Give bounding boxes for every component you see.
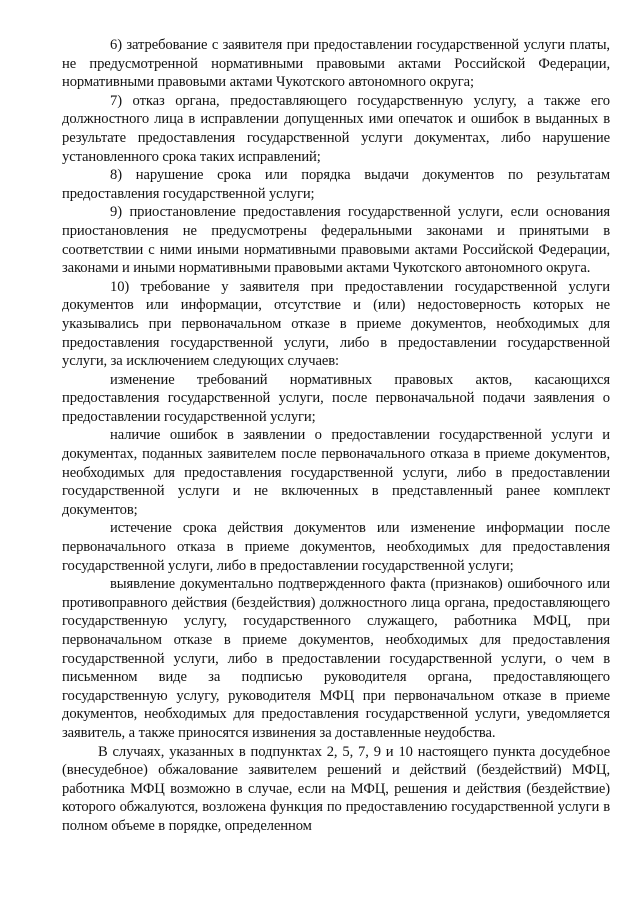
paragraph-exception-errors: наличие ошибок в заявлении о предоставлении государственной услуги и документах, поданных заявителем после первоначального отказа в приеме документов, необходимых для предоставления государственной услуги, либо в предоставлении государственной услуги и не включенных в представленный ранее комплект документов; [62,427,610,518]
paragraph-item-8: 8) нарушение срока или порядка выдачи документов по результатам предоставления государственной услуги; [62,167,610,202]
paragraph-exception-misconduct: выявление документально подтвержденного факта (признаков) ошибочного или противоправного действия (бездействия) должностного лица органа, предоставляющего государственную услугу, государственного служащего, работника МФЦ, при первоначальном отказе в приеме документов, необходимых для предоставления государственной услуги, либо в предоставлении государственной услуги, о чем в письменном виде за подписью руководителя органа, предоставляющего государственную услугу, руководителя МФЦ при первоначальном отказе в приеме документов, необходимых для предоставления государственной услуги, уведомляется заявитель, а также приносятся извинения за доставленные неудобства. [62,576,610,741]
paragraph-exception-expiry: истечение срока действия документов или изменение информации после первоначального отказа в приеме документов, необходимых для предоставления государственной услуги, либо в предоставлении государственной услуги; [62,520,610,574]
paragraph-appeal-cases: В случаях, указанных в подпунктах 2, 5, 7, 9 и 10 настоящего пункта досудебное (внесудебное) обжалование заявителем решений и действий (бездействий) МФЦ, работника МФЦ возможно в случае, если на МФЦ, решения и действия (бездействие) которого обжалуются, возложена функция по предоставлению государственной услуги в полном объеме в порядке, определенном [62,743,610,834]
paragraph-exception-regulations: изменение требований нормативных правовых актов, касающихся предоставления государственной услуги, после первоначальной подачи заявления о предоставлении государственной услуги; [62,371,610,425]
paragraph-item-9: 9) приостановление предоставления государственной услуги, если основания приостановления не предусмотрены федеральными законами и принятыми в соответствии с ними иными нормативными правовыми актами Российской Федерации, законами и иными нормативными правовыми актами Чукотского автономного округа. [62,204,610,277]
paragraph-item-7: 7) отказ органа, предоставляющего государственную услугу, а также его должностного лица в исправлении допущенных ими опечаток и ошибок в выданных в результате предоставления государственной услуги документах, либо нарушение установленного срока таких исправлений; [62,92,610,165]
paragraph-item-10: 10) требование у заявителя при предоставлении государственной услуги документов или информации, отсутствие и (или) недостоверность которых не указывались при первоначальном отказе в приеме документов, необходимых для предоставления государственной услуги, либо в предоставлении государственной услуги, за исключением следующих случаев: [62,278,610,370]
paragraph-item-6: 6) затребование с заявителя при предоставлении государственной услуги платы, не предусмотренной нормативными правовыми актами Российской Федерации, нормативными правовыми актами Чукотского автономного округа; [62,37,610,91]
